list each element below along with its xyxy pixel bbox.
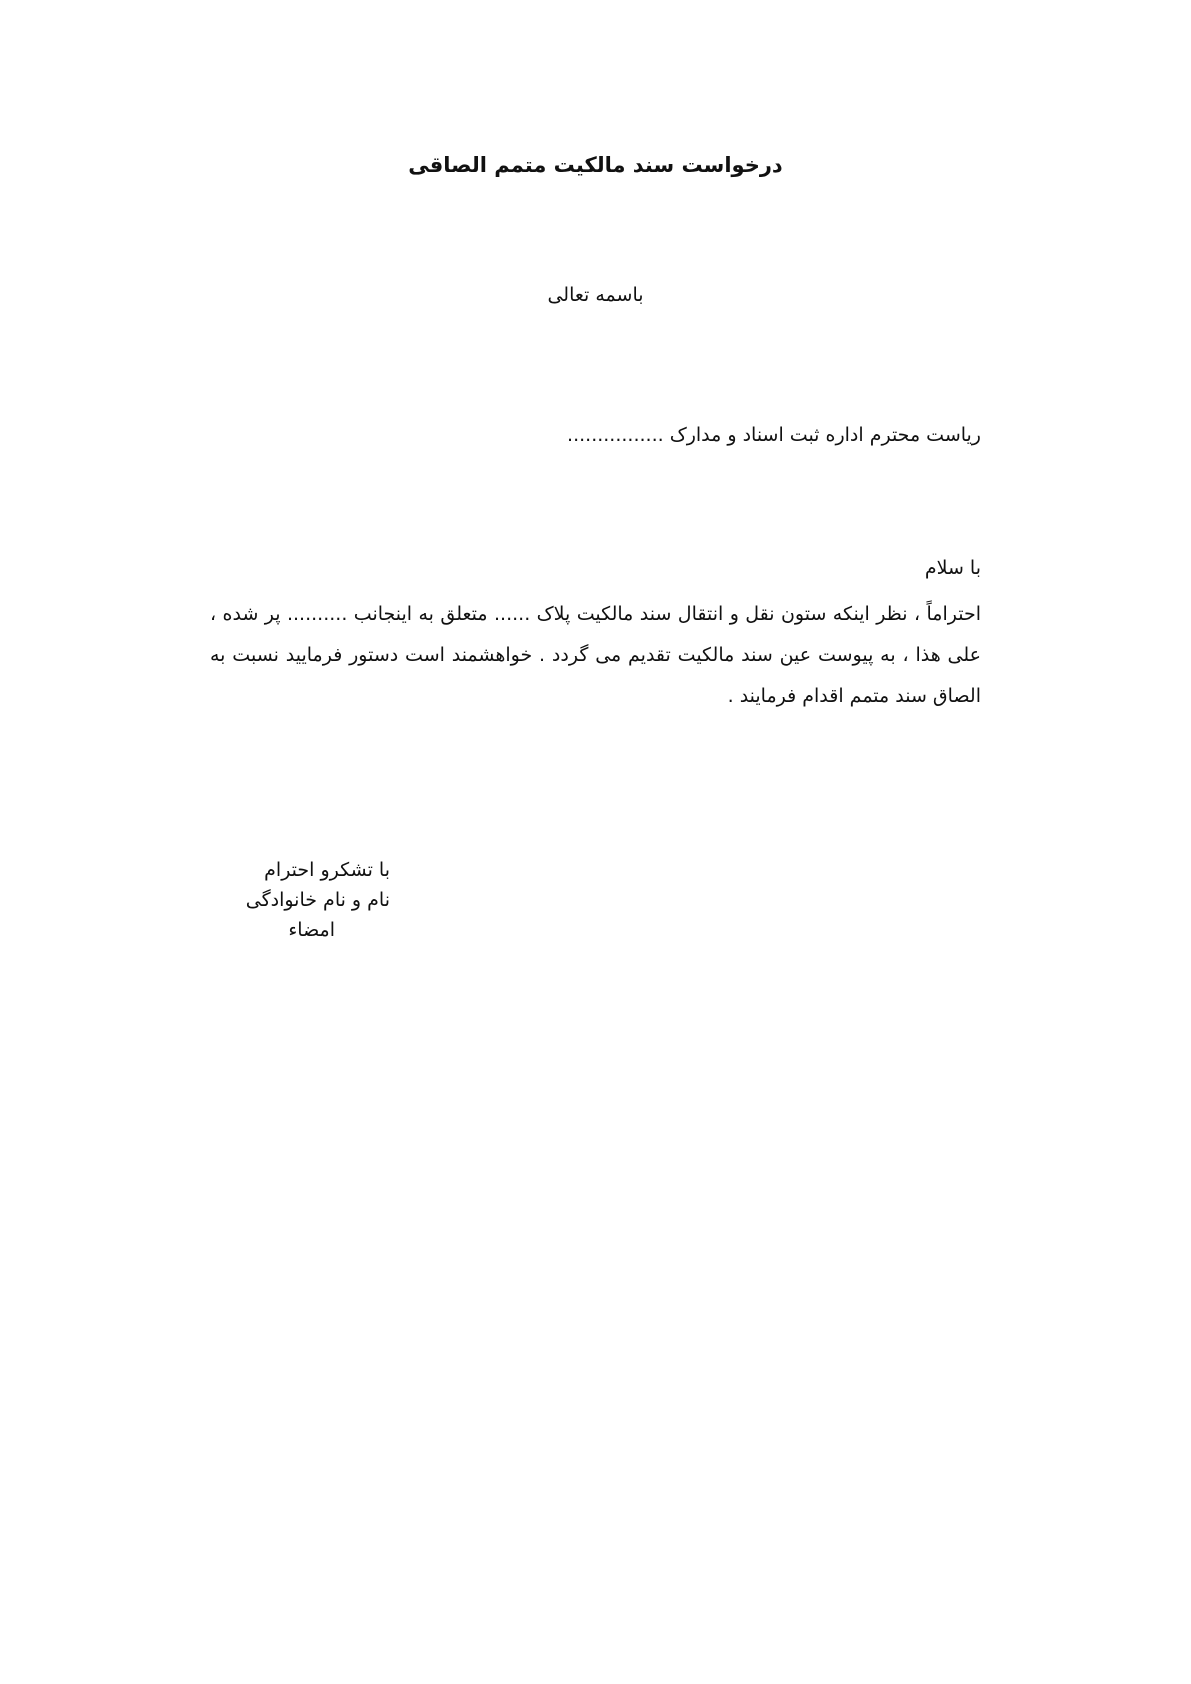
closing-signature-line: امضاء (288, 919, 335, 941)
document-title: درخواست سند مالکیت متمم الصاقی (408, 153, 783, 177)
addressee-line: ریاست محترم اداره ثبت اسناد و مدارک ................ (567, 424, 981, 446)
letter-body: احتراماً ، نظر اینکه ستون نقل و انتقال سند مالکیت پلاک ...... متعلق به اینجانب .......... پر شده ، علی هذا ، به پیوست عین سند مالکیت تقدیم می گردد . خواهشمند است دستور فرمایید نسبت به الصاق سند متمم اقدام فرمایند . (210, 603, 981, 707)
greeting-text: با سلام (924, 557, 981, 579)
closing-name-line: نام و نام خانوادگی (245, 889, 390, 911)
invocation-text: باسمه تعالی (547, 284, 644, 306)
closing-block (150, 855, 390, 945)
closing-regards: با تشکرو احترام (264, 859, 390, 881)
